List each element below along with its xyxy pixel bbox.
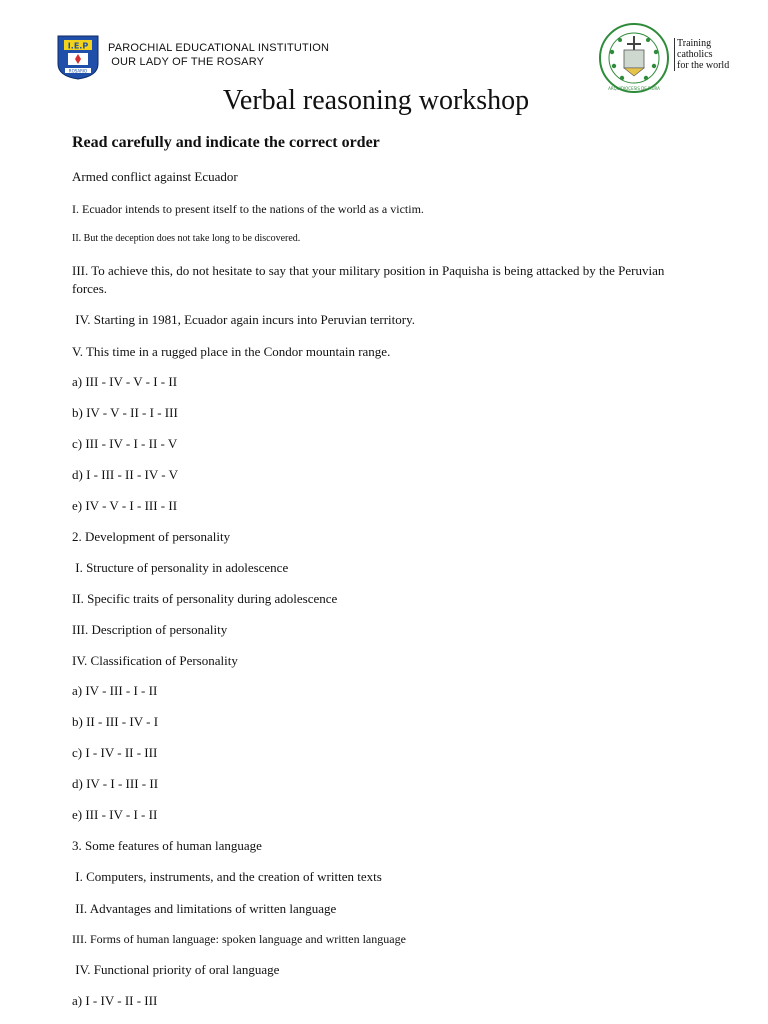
q3-topic: 3. Some features of human language	[72, 838, 262, 853]
q2-statement-4: IV. Classification of Personality	[72, 653, 238, 668]
q1-option-a: a) III - IV - V - I - II	[72, 374, 178, 389]
q2-statement-2: II. Specific traits of personality during adolescence	[72, 591, 338, 606]
q2-statement-1: I. Structure of personality in adolescence	[72, 560, 289, 575]
q3-statement-1: I. Computers, instruments, and the creation of written texts	[72, 869, 382, 884]
q3-statement-4: IV. Functional priority of oral language	[72, 962, 280, 977]
page-title: Verbal reasoning workshop	[222, 85, 530, 116]
q1-statement-5: V. This time in a rugged place in the Condor mountain range.	[72, 344, 391, 359]
school-logo	[56, 34, 100, 80]
q1-statement-3: III. To achieve this, do not hesitate to say that your military position in Paquisha is being attacked by the Peruvian forces.	[72, 263, 665, 296]
q2-option-e: e) III - IV - I - II	[72, 807, 158, 822]
q3-statement-3: III. Forms of human language: spoken language and written language	[72, 932, 406, 946]
q3-statement-2: II. Advantages and limitations of written language	[72, 901, 337, 916]
institution-name	[108, 41, 329, 69]
svg-text:I.E.P: I.E.P	[67, 41, 89, 51]
q1-option-d: d) I - III - II - IV - V	[72, 467, 179, 482]
q2-option-b: b) II - III - IV - I	[72, 714, 159, 729]
q1-option-c: c) III - IV - I - II - V	[72, 436, 178, 451]
q1-statement-4: IV. Starting in 1981, Ecuador again incurs into Peruvian territory.	[72, 312, 415, 327]
instruction-heading: Read carefully and indicate the correct order	[72, 134, 380, 151]
institution-line-1: PAROCHIAL EDUCATIONAL INSTITUTION	[108, 42, 330, 54]
svg-text:ARQUIDIOCESIS DE PIURA: ARQUIDIOCESIS DE PIURA	[608, 86, 660, 91]
q1-option-e: e) IV - V - I - III - II	[72, 498, 178, 513]
motto-line-3: for the world	[677, 60, 730, 71]
q2-option-a: a) IV - III - I - II	[72, 683, 158, 698]
q2-option-d: d) IV - I - III - II	[72, 776, 159, 791]
q2-option-c: c) I - IV - II - III	[72, 745, 158, 760]
institution-line-2: OUR LADY OF THE ROSARY	[108, 56, 265, 68]
q3-option-a: a) I - IV - II - III	[72, 993, 158, 1008]
q1-topic: Armed conflict against Ecuador	[72, 169, 238, 184]
svg-text:ROSARIO: ROSARIO	[68, 68, 88, 74]
q1-statement-1: I. Ecuador intends to present itself to the nations of the world as a victim.	[72, 202, 424, 216]
motto-line-1: Training	[677, 38, 712, 49]
q2-topic: 2. Development of personality	[72, 529, 231, 544]
motto-line-2: catholics	[677, 49, 713, 60]
q1-option-b: b) IV - V - II - I - III	[72, 405, 178, 420]
q1-statement-2: II. But the deception does not take long to be discovered.	[72, 233, 301, 244]
motto	[674, 38, 729, 71]
q2-statement-3: III. Description of personality	[72, 622, 228, 637]
